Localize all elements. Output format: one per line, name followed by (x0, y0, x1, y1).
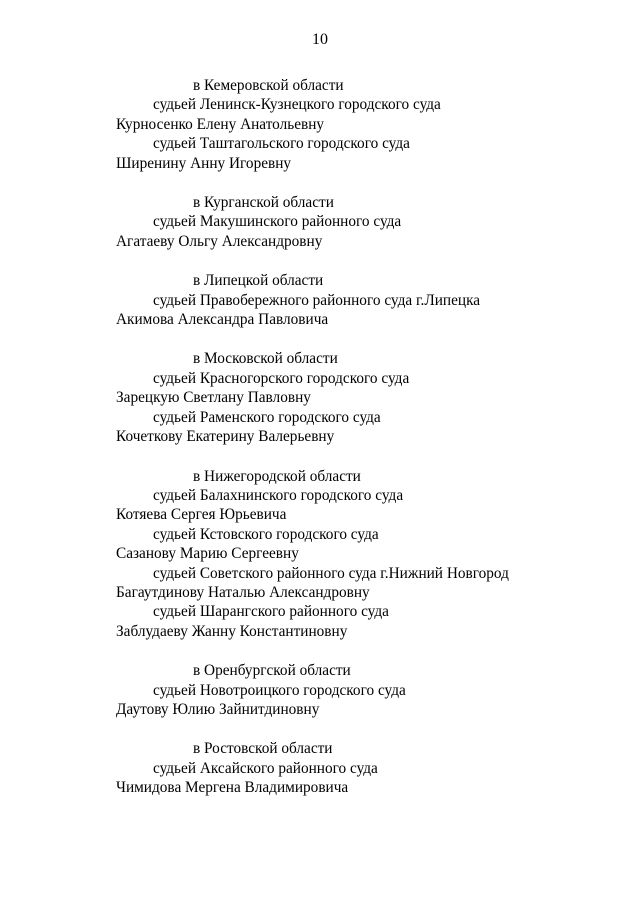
judge-name: Котяева Сергея Юрьевича (116, 506, 287, 524)
court-line: судьей Шарангского районного суда (153, 603, 389, 621)
judge-name: Ширенину Анну Игоревну (116, 154, 292, 172)
region-heading: в Нижегородской области (193, 467, 361, 485)
judge-name: Кочеткову Екатерину Валерьевну (116, 428, 335, 446)
court-line: судьей Красногорского городского суда (153, 369, 410, 387)
appointments-list (0, 76, 640, 818)
judge-name: Даутову Юлию Зайнитдиновну (116, 700, 320, 718)
court-line: судьей Советского районного суда г.Нижний Новгород (153, 564, 509, 582)
judge-name: Акимова Александра Павловича (116, 311, 329, 329)
region-heading: в Липецкой области (193, 272, 324, 290)
judge-name: Багаутдинову Наталью Александровну (116, 583, 370, 601)
court-line: судьей Аксайского районного суда (153, 759, 378, 777)
region-heading: в Московской области (193, 350, 338, 368)
court-line: судьей Балахнинского городского суда (153, 486, 404, 504)
court-line: судьей Новотроицкого городского суда (153, 681, 406, 699)
region-heading: в Ростовской области (193, 740, 333, 758)
region-heading: в Курганской области (193, 194, 334, 212)
court-line: судьей Таштагольского городского суда (153, 135, 410, 153)
judge-name: Заблудаеву Жанну Константиновну (116, 622, 348, 640)
region-block (0, 271, 640, 329)
court-line: судьей Раменского городского суда (153, 408, 381, 426)
court-line: судьей Кстовского городского суда (153, 525, 379, 543)
region-block (0, 193, 640, 251)
judge-name: Сазанову Марию Сергеевну (116, 545, 299, 563)
region-heading: в Оренбургской области (193, 662, 351, 680)
judge-name: Чимидова Мергена Владимировича (116, 779, 349, 797)
judge-name: Курносенко Елену Анатольевну (116, 115, 325, 133)
court-line: судьей Макушинского районного суда (153, 213, 402, 231)
judge-name: Агатаеву Ольгу Александровну (116, 232, 323, 250)
region-block (0, 76, 640, 173)
court-line: судьей Ленинск-Кузнецкого городского суда (153, 96, 441, 114)
region-block (0, 661, 640, 719)
region-block (0, 467, 640, 642)
region-heading: в Кемеровской области (193, 77, 344, 94)
region-block (0, 739, 640, 797)
page-number: 10 (312, 31, 328, 48)
region-block (0, 349, 640, 446)
court-line: судьей Правобережного районного суда г.Липецка (153, 291, 481, 309)
judge-name: Зарецкую Светлану Павловну (116, 389, 311, 407)
